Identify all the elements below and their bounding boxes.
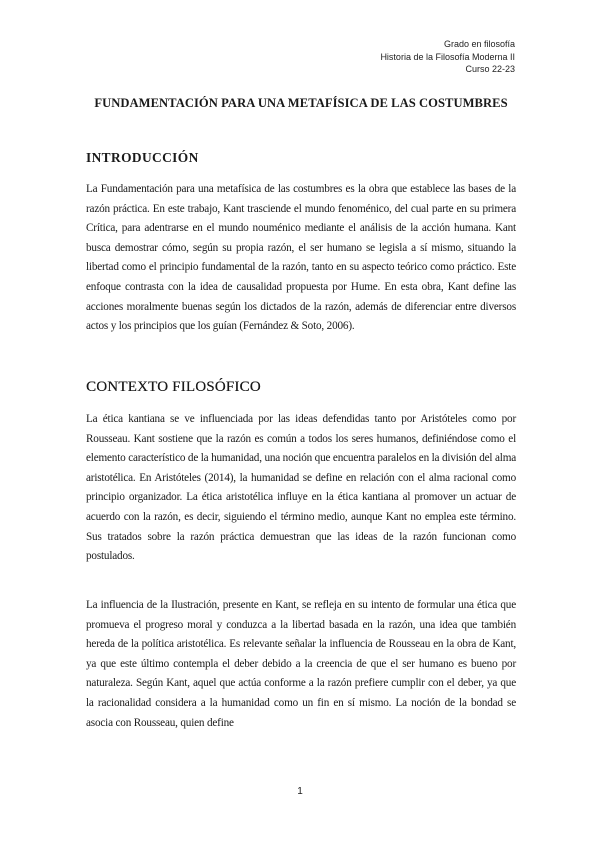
section-heading-introduction: INTRODUCCIÓN — [86, 150, 199, 165]
header-course-year: Curso 22-23 — [465, 64, 515, 74]
paragraph-introduction: La Fundamentación para una metafísica de las costumbres es la obra que establece las bases de la razón práctica. En este trabajo, Kant trasciende el mundo fenoménico, del cual parte en su primera Crítica, para adentrarse en el mundo nouménico mediante el análisis de la acción humana. Kant busca demostrar cómo, según su propia razón, el ser humano se legisla a sí mismo, situando la libertad como el principio fundamental de la razón, tanto en su aspecto teórico como práctico. Este enfoque contrasta con la idea de causalidad propuesta por Hume. En esta obra, Kant define las acciones moralmente buenas según los dictados de la razón, además de diferenciar entre diversos actos y los principios que los guían (Fernández & Soto, 2006). — [86, 183, 516, 333]
page-number: 1 — [297, 786, 303, 797]
paragraph-context-2: La influencia de la Ilustración, presente en Kant, se refleja en su intento de formular una ética que promueva el progreso moral y conduzca a la libertad basada en la razón, una idea que también hereda de la política aristotélica. Es relevante señalar la influencia de Rousseau en la obra de Kant, ya que este último contempla el deber debido a la creencia de que el ser humano es bueno por naturaleza. Según Kant, aquel que actúa conforme a la razón prefiere cumplir con el deber, ya que la racionalidad considera a la humanidad como un fin en sí mismo. La noción de la bondad se asocia con Rousseau, quien define — [86, 599, 516, 729]
paragraph-context-1: La ética kantiana se ve influenciada por las ideas defendidas tanto por Aristóteles como por Rousseau. Kant sostiene que la razón es común a todos los seres humanos, definiéndose como el elemento característico de la humanidad, una noción que encuentra paralelos en la división del alma aristotélica. En Aristóteles (2014), la humanidad se define en relación con el alma racional como principio organizador. La ética aristotélica influye en la ética kantiana al promover un actuar de acuerdo con la razón, es decir, siguiendo el término medio, aunque Kant no emplea este término. Sus tratados sobre la razón práctica demuestran que las ideas de la razón funcionan como postulados. — [86, 413, 516, 563]
section-heading-context: CONTEXTO FILOSÓFICO — [86, 379, 261, 395]
header-course-name: Historia de la Filosofía Moderna II — [380, 51, 515, 62]
page-header — [380, 38, 515, 76]
header-degree: Grado en filosofía — [443, 39, 515, 49]
document-title: FUNDAMENTACIÓN PARA UNA METAFÍSICA DE LAS COSTUMBRES — [94, 96, 508, 110]
